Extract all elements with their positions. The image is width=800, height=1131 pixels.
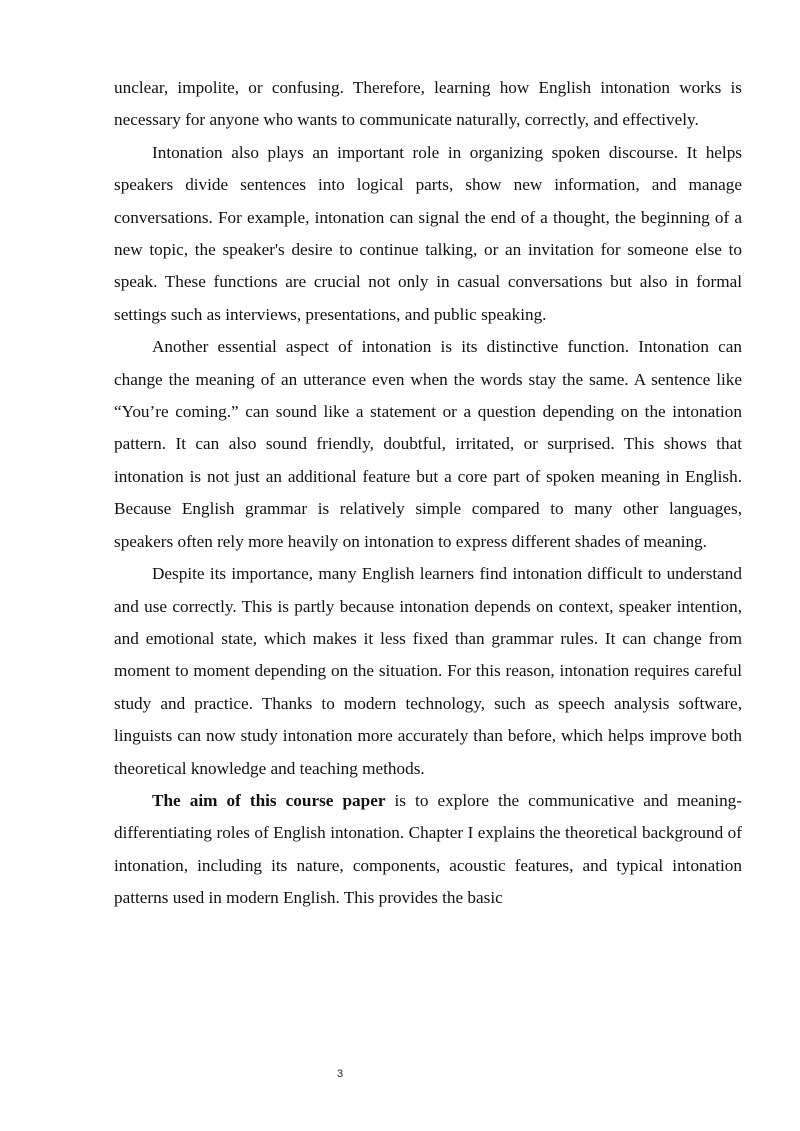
aim-text: is to explore the communicative and meaning-differentiating roles of English intonation. Chapter I explains the theoretical background of intonation, including its nature, components, acoustic features, and typical intonation patterns used in modern English. This provides the basic	[114, 790, 742, 908]
paragraph-4: Despite its importance, many English learners find intonation difficult to understand and use correctly. This is partly because intonation depends on context, speaker intention, and emotional state, which makes it less fixed than grammar rules. It can change from moment to moment depending on the situation. For this reason, intonation requires careful study and practice. Thanks to modern technology, such as speech analysis software, linguists can now study intonation more accurately than before, which helps improve both theoretical knowledge and teaching methods.	[114, 564, 742, 778]
page-number: 3	[336, 1068, 344, 1080]
paragraph-aim	[114, 785, 742, 915]
paragraph-3: Another essential aspect of intonation is its distinctive function. Intonation can change the meaning of an utterance even when the words stay the same. A sentence like “You’re coming.” can sound like a statement or a question depending on the intonation pattern. It can also sound friendly, doubtful, irritated, or surprised. This shows that intonation is not just an additional feature but a core part of spoken meaning in English. Because English grammar is relatively simple compared to many other languages, speakers often rely more heavily on intonation to express different shades of meaning.	[114, 337, 742, 551]
body-text	[114, 72, 742, 915]
aim-bold-lead: The aim of this course paper	[152, 790, 386, 810]
paragraph-1: unclear, impolite, or confusing. Therefore, learning how English intonation works is necessary for anyone who wants to communicate naturally, correctly, and effectively.	[114, 78, 742, 130]
paragraph-2: Intonation also plays an important role in organizing spoken discourse. It helps speakers divide sentences into logical parts, show new information, and manage conversations. For example, intonation can signal the end of a thought, the beginning of a new topic, the speaker's desire to continue talking, or an invitation for someone else to speak. These functions are crucial not only in casual conversations but also in formal settings such as interviews, presentations, and public speaking.	[114, 142, 742, 324]
